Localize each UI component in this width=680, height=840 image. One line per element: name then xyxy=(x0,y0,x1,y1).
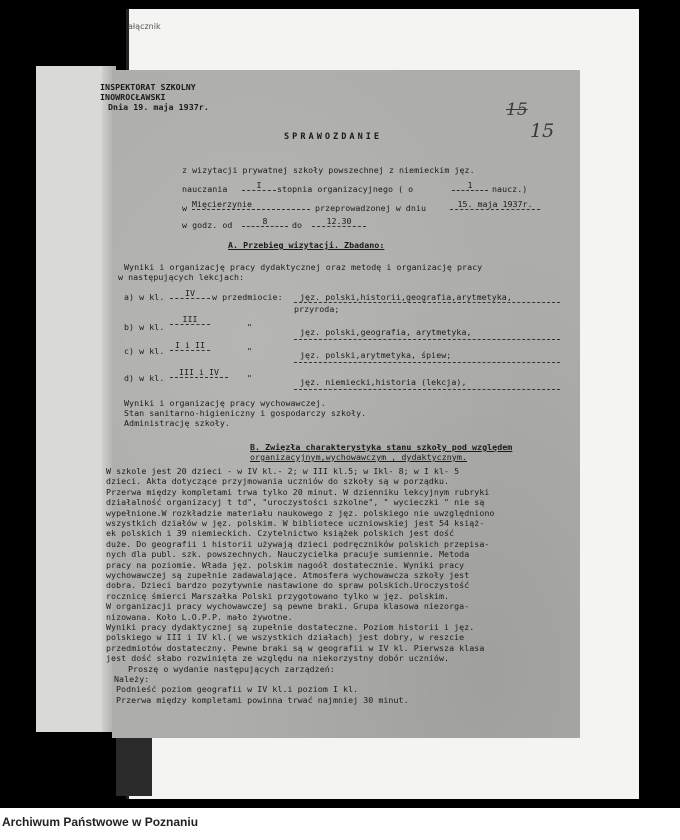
intro-text: przeprowadzonej w dniu xyxy=(315,203,426,213)
lesson-class: I i II xyxy=(170,340,210,351)
lesson-prefix: " xyxy=(247,322,253,332)
intro-text: nauczania xyxy=(182,184,228,194)
body-line: W organizacji pracy wychowawczej są pewne braki. Grupa klasowa niezorga- xyxy=(106,601,470,612)
fill-line xyxy=(294,339,560,340)
lesson-subjects: jęz. polski,arytmetyka, śpiew; xyxy=(300,350,452,360)
section-a-extra: Administrację szkoły. xyxy=(124,418,230,428)
intro-text: stopnia organizacyjnego ( o xyxy=(277,184,414,194)
archive-name: Archiwum Państwowe w Poznaniu xyxy=(2,815,199,829)
section-b-heading: organizacyjnym,wychowawczym , dydaktycznym. xyxy=(250,452,467,462)
scan-shadow xyxy=(116,732,152,796)
body-line: Należy: xyxy=(114,674,150,684)
lesson-class: III xyxy=(170,314,210,325)
body-line: Wyniki pracy dydaktycznej są zupełnie dostateczne. Poziom historii i jęz. xyxy=(106,622,475,632)
body-line: Podnieść poziom geografii w IV kl.i poziom I kl. xyxy=(116,684,359,695)
handwritten-page-number: 15 xyxy=(506,100,528,120)
body-line: nizowana. Koło L.O.P.P. mało żywotne. xyxy=(106,611,293,622)
fill-line xyxy=(294,362,560,363)
left-page-edge xyxy=(36,66,112,732)
place-value: Mięcierzynie xyxy=(192,199,310,210)
lesson-label: d) w kl. xyxy=(124,373,165,383)
header-date: Dnia 19. maja 1937r. xyxy=(108,102,209,112)
lesson-prefix: " xyxy=(247,346,253,356)
body-line: duże. Do geografii i historii używają dzieci podręczników polskich przepisa- xyxy=(106,538,490,549)
body-line: jest dość słabo rozwinięta ze względu na niekorzystny dobór uczniów. xyxy=(106,653,450,664)
intro-text: do xyxy=(292,220,303,230)
section-a-heading: A. Przebieg wizytacji. Zbadano: xyxy=(228,240,385,250)
intro-text: w godz. od xyxy=(182,220,233,230)
body-line: dobra. Dzieci bardzo pozytywnie nastawione do spraw polskich.Uroczystość xyxy=(106,580,470,591)
body-line: W szkole jest 20 dzieci - w IV kl.- 2; w III kl.5; w Ikl- 8; w I kl- 5 xyxy=(106,466,460,476)
lesson-label: c) w kl. xyxy=(124,346,165,356)
body-line: Proszę o wydanie następujących zarządzeń: xyxy=(128,663,335,674)
lesson-class: IV xyxy=(170,288,210,299)
body-line: wypełnione.W rozkładzie materiału naukowego z jęz. polskiego nie uwzględniono xyxy=(106,507,495,518)
lesson-subjects: jęz. polski,geografia, arytmetyka, xyxy=(300,327,472,337)
lesson-subjects: przyroda; xyxy=(294,304,340,314)
lesson-subjects: jęz. polski,historii,geografia,arytmetyka, xyxy=(300,292,512,302)
end-hour-value: 12.30 xyxy=(312,216,366,227)
body-line: wszystkich działów w jęz. polskim. W bibliotece uczniowskiej jest 54 książ- xyxy=(106,518,485,528)
header-line: INSPEKTORAT SZKOLNY xyxy=(100,82,196,92)
body-line: wychowawczej są zupełnie zadawalające. Atmosfera wychowawcza szkoły jest xyxy=(106,570,470,580)
lesson-label: a) w kl. xyxy=(124,292,165,302)
start-hour-value: 8 xyxy=(242,216,288,227)
back-page-label: ałącznik xyxy=(128,22,161,31)
header-line: INOWROCŁAWSKI xyxy=(100,92,166,102)
section-b-heading: B. Zwięzła charakterystyka stanu szkoły pod względem xyxy=(250,442,513,452)
section-a-extra: Wyniki i organizację pracy wychowawczej. xyxy=(124,398,326,408)
body-line: Przerwa między kompletami powinna trwać najmniej 30 minut. xyxy=(116,694,409,705)
visit-date-value: 15. maja 1937r. xyxy=(450,199,540,210)
school-level-value: I xyxy=(242,180,276,191)
intro-text: naucz.) xyxy=(492,184,528,194)
teacher-count-value: 1 xyxy=(452,180,488,191)
report-page xyxy=(100,70,580,738)
section-a-intro: Wyniki i organizację pracy dydaktycznej oraz metodę i organizację pracy xyxy=(124,262,483,272)
lesson-class: III i IV xyxy=(170,367,228,378)
section-a-intro: w następujących lekcjach: xyxy=(118,272,245,282)
lesson-label: b) w kl. xyxy=(124,322,165,332)
lesson-prefix: w przedmiocie: xyxy=(212,292,283,302)
handwritten-page-number: 15 xyxy=(530,120,555,142)
body-line: nych dla publ. szk. powszechnych. Nauczycielka pracuje sumiennie. Metoda xyxy=(106,549,470,560)
intro-line: z wizytacji prywatnej szkoły powszechnej z niemieckim jęz. xyxy=(182,165,475,175)
body-line: rocznicę śmierci Marszałka Polski przygotowano tylko w jęz. polskim. xyxy=(106,590,450,601)
lesson-prefix: " xyxy=(247,373,253,383)
fill-line xyxy=(294,302,560,303)
body-line: Przerwa między kompletami trwa tylko 20 minut. W dzienniku lekcyjnym rubryki xyxy=(106,486,490,497)
fill-line xyxy=(294,389,560,390)
section-a-extra: Stan sanitarno-higieniczny i gospodarczy szkoły. xyxy=(124,408,367,418)
body-line: ek polskich i 39 niemieckich. Czytelnictwo książek polskich jest dość xyxy=(106,528,455,539)
lesson-subjects: jęz. niemiecki,historia (lekcja), xyxy=(300,377,467,387)
body-line: działalność organizacyj t td", "uroczystości szkolne", " wycieczki " nie są xyxy=(106,497,485,508)
body-line: dzieci. Akta dotyczące przyjmowania uczniów do szkoły są w porządku. xyxy=(106,476,450,487)
document-title: SPRAWOZDANIE xyxy=(284,132,383,142)
body-line: polskiego w III i IV kl.( we wszystkich działach) jest dobry, w reszcie xyxy=(106,632,465,643)
body-line: przedmiotów dostateczny. Pewne braki są w geografii w IV kl. Pierwsza klasa xyxy=(106,642,485,653)
intro-text: w xyxy=(182,203,188,213)
body-line: pracy na poziomie. Włada jęz. polskim nagoół dostatecznie. Wyniki pracy xyxy=(106,559,465,570)
